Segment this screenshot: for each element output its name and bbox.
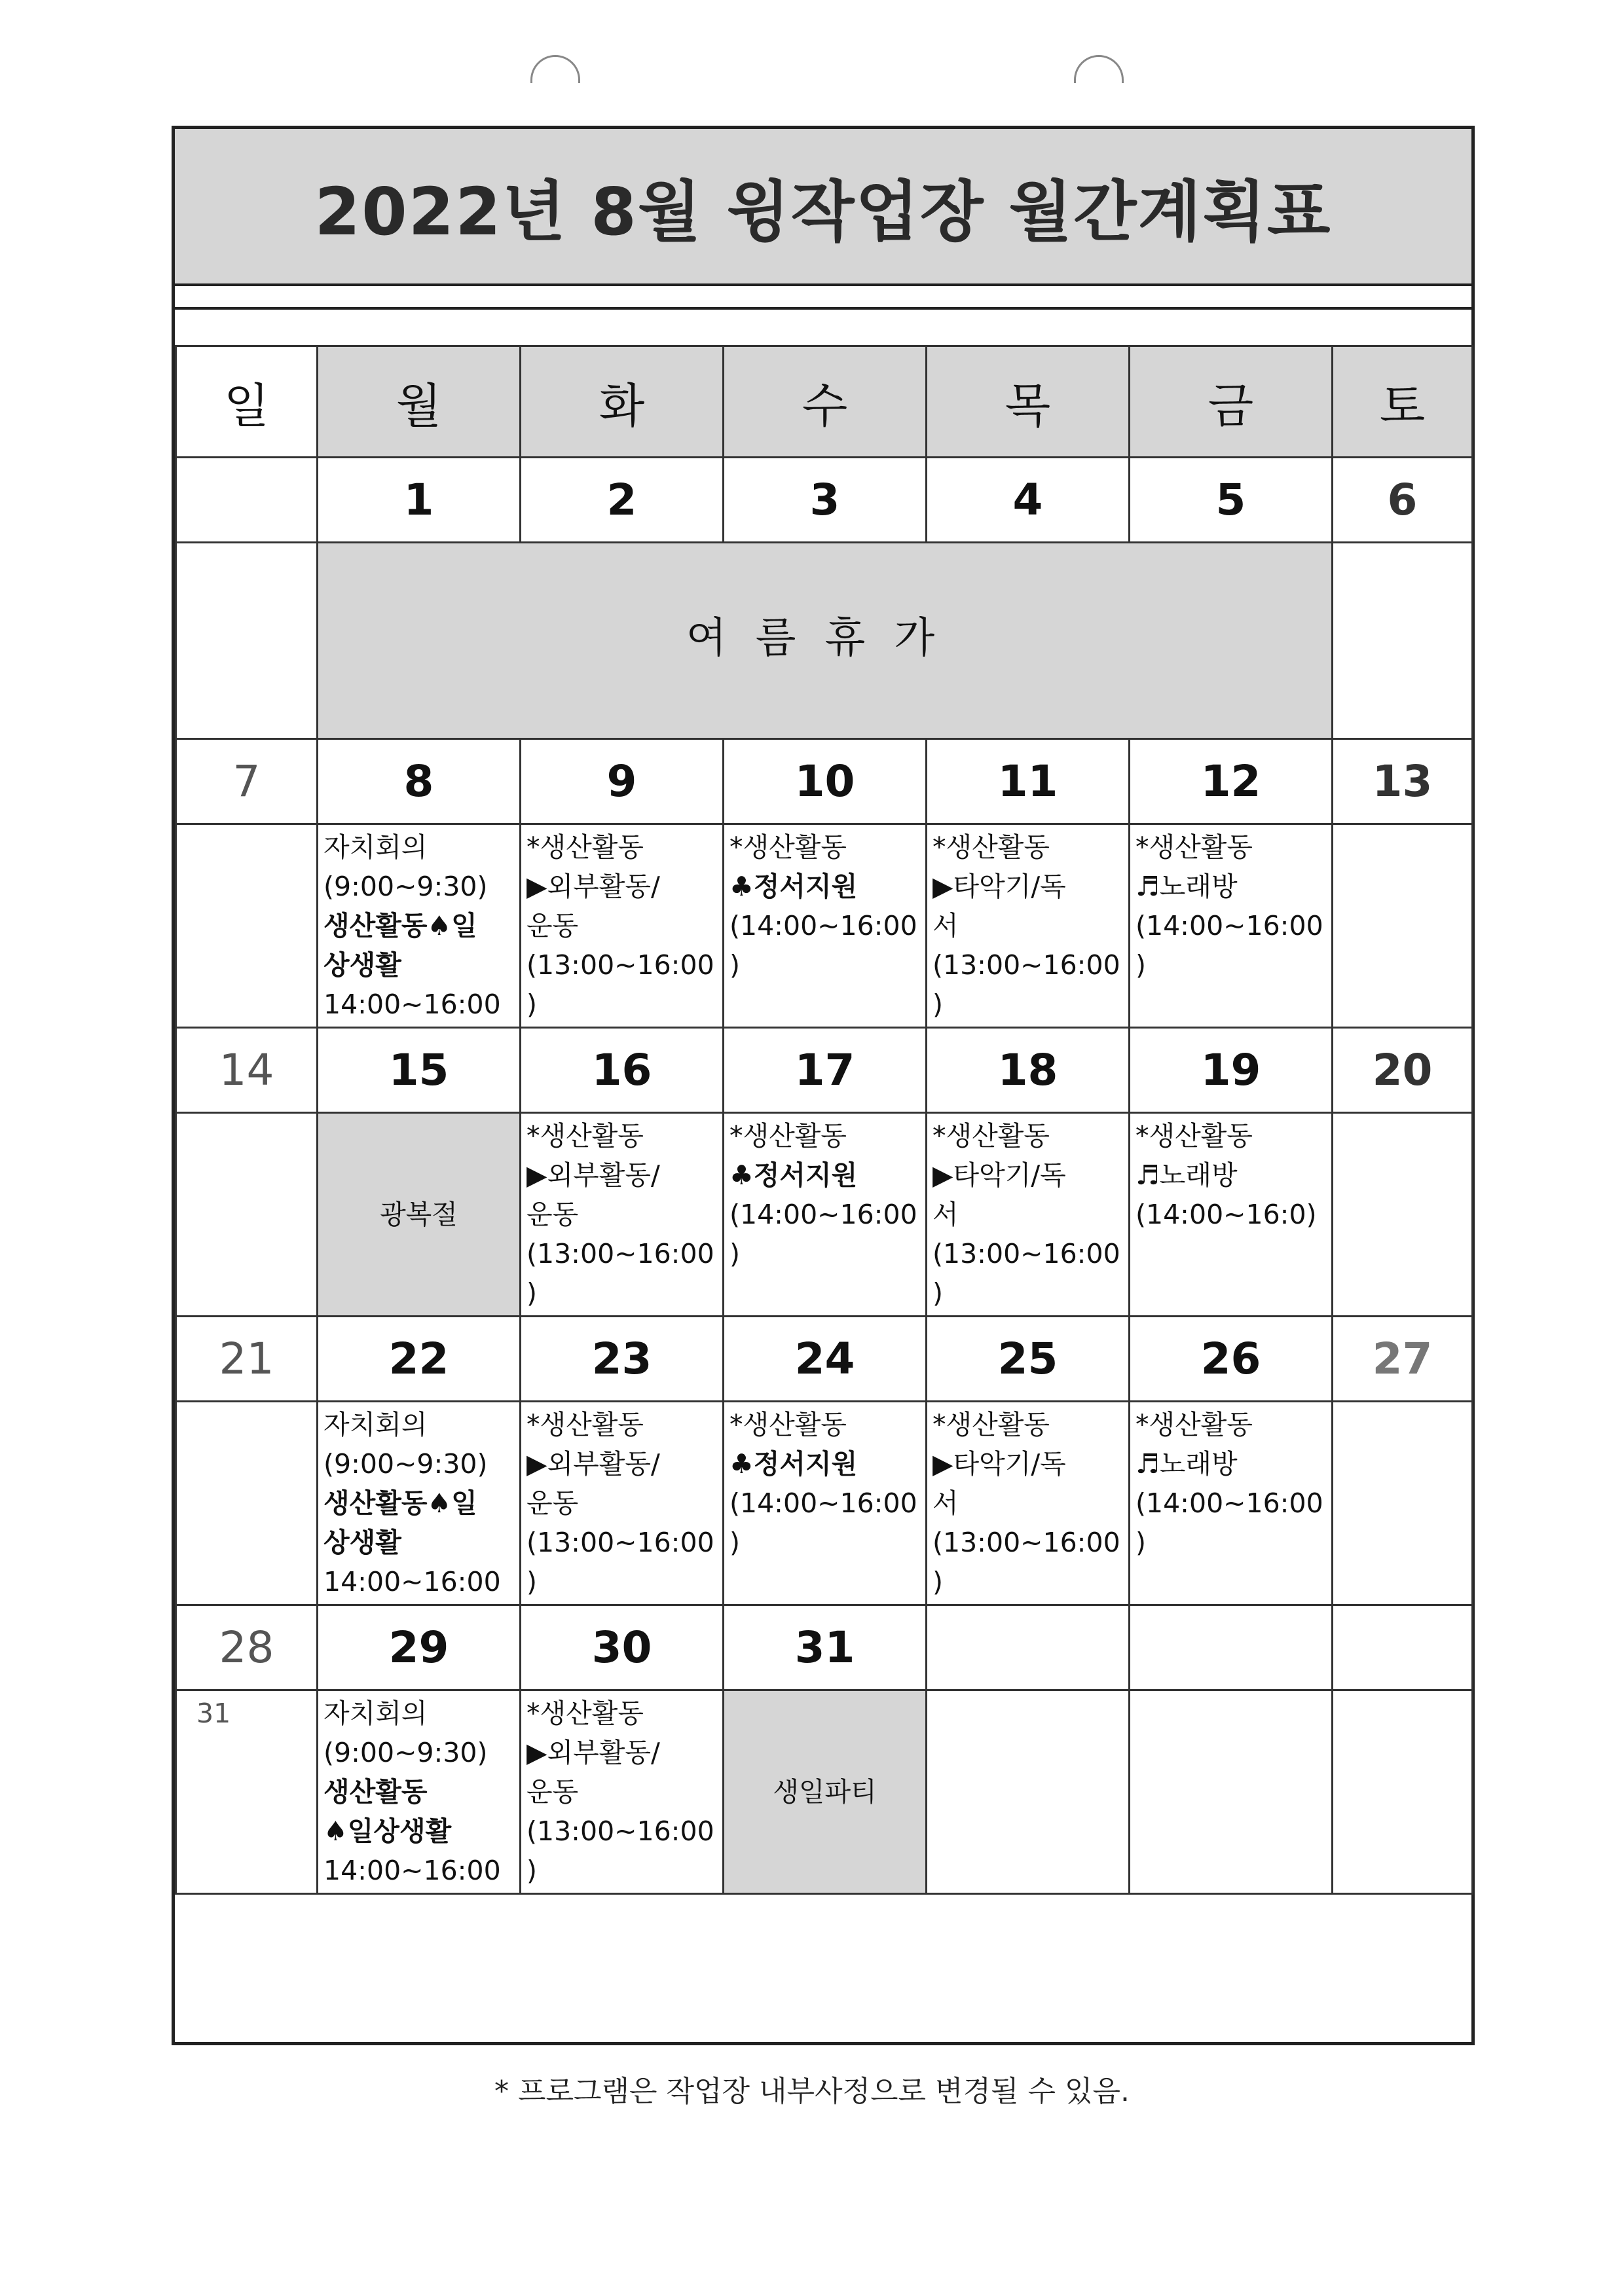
schedule-line: *생산활동	[932, 1409, 1050, 1440]
date-number: 10	[724, 739, 927, 824]
schedule-line: 생산활동♠일	[323, 910, 477, 941]
date-number: 3	[724, 458, 927, 543]
schedule-line: ♣정서지원	[729, 1448, 858, 1480]
schedule-line: (13:00~16:00	[526, 1238, 714, 1269]
schedule-line: *생산활동	[1135, 1409, 1253, 1440]
schedule-line: )	[1135, 949, 1146, 981]
date-number: 4	[927, 458, 1130, 543]
schedule-line: (9:00~9:30)	[323, 1737, 488, 1768]
punch-hole-left	[530, 55, 580, 83]
schedule-line: 14:00~16:00	[323, 989, 501, 1020]
vacation-label: 여름휴가	[686, 614, 964, 663]
schedule-line: )	[932, 1566, 943, 1597]
date-number	[927, 1605, 1130, 1690]
date-number	[176, 458, 318, 543]
schedule-line: 서	[932, 1487, 959, 1519]
date-number: 25	[927, 1317, 1130, 1402]
schedule-line: *생산활동	[729, 831, 847, 863]
schedule-line: 서	[932, 910, 959, 941]
date-number: 8	[318, 739, 521, 824]
day-cell	[927, 1113, 1130, 1317]
schedule-line: (13:00~16:00	[526, 1527, 714, 1558]
day-cell	[1130, 1690, 1333, 1894]
content-row	[176, 1402, 1473, 1605]
schedule-line: *생산활동	[729, 1120, 847, 1152]
date-number	[1333, 1605, 1473, 1690]
schedule-line: )	[932, 1277, 943, 1309]
schedule-line: (14:00~16:00	[729, 910, 917, 941]
day-cell	[176, 1113, 318, 1317]
day-cell	[521, 1690, 724, 1894]
title-bar	[175, 129, 1471, 286]
date-number: 15	[318, 1028, 521, 1113]
day-cell	[1333, 1690, 1473, 1894]
schedule-line: *생산활동	[526, 1120, 644, 1152]
day-cell	[927, 1402, 1130, 1605]
divider	[175, 307, 1471, 310]
schedule-line: 운동	[526, 1776, 579, 1808]
schedule-line: )	[729, 1238, 740, 1269]
day-cell	[318, 1402, 521, 1605]
schedule-line: )	[932, 989, 943, 1020]
schedule-line: )	[729, 949, 740, 981]
schedule-line: ▶외부활동/	[526, 1448, 660, 1480]
date-number: 13	[1333, 739, 1473, 824]
schedule-line: )	[526, 989, 537, 1020]
date-number: 19	[1130, 1028, 1333, 1113]
date-number: 1	[318, 458, 521, 543]
date-number	[1130, 1605, 1333, 1690]
schedule-line: 상생활	[323, 949, 401, 981]
schedule-line: (14:00~16:00	[1135, 910, 1323, 941]
schedule-line: ♠일상생활	[323, 1815, 452, 1847]
schedule-line: ♬노래방	[1135, 1448, 1238, 1480]
weekday-header-row	[176, 346, 1473, 458]
date-number: 9	[521, 739, 724, 824]
calendar-sheet	[172, 126, 1475, 2045]
date-number: 22	[318, 1317, 521, 1402]
date-number: 26	[1130, 1317, 1333, 1402]
holiday-cell: 광복절	[318, 1113, 521, 1317]
schedule-line: )	[729, 1527, 740, 1558]
day-cell	[1333, 824, 1473, 1028]
date-number: 6	[1333, 458, 1473, 543]
weekday-header: 화	[521, 346, 724, 458]
date-row	[176, 1317, 1473, 1402]
schedule-line: (9:00~9:30)	[323, 871, 488, 902]
date-number: 16	[521, 1028, 724, 1113]
schedule-line: 생산활동	[323, 1776, 428, 1808]
vacation-banner	[318, 543, 1333, 739]
schedule-line: 운동	[526, 910, 579, 941]
day-cell	[1130, 824, 1333, 1028]
date-number: 24	[724, 1317, 927, 1402]
schedule-line: (14:00~16:00	[729, 1487, 917, 1519]
date-number: 27	[1333, 1317, 1473, 1402]
date-number: 12	[1130, 739, 1333, 824]
day-cell	[927, 1690, 1130, 1894]
schedule-line: 운동	[526, 1487, 579, 1519]
day-cell	[724, 1113, 927, 1317]
date-number: 18	[927, 1028, 1130, 1113]
schedule-line: 자치회의	[323, 831, 428, 863]
schedule-line: ▶외부활동/	[526, 871, 660, 902]
day-cell	[724, 1402, 927, 1605]
schedule-line: *생산활동	[526, 1409, 644, 1440]
schedule-line: (13:00~16:00	[932, 1527, 1120, 1558]
date-number: 21	[176, 1317, 318, 1402]
birthday-party-cell: 생일파티	[724, 1690, 927, 1894]
schedule-line: ♣정서지원	[729, 871, 858, 902]
weekday-header: 토	[1333, 346, 1473, 458]
punch-hole-right	[1074, 55, 1124, 83]
content-row	[176, 1113, 1473, 1317]
schedule-line: *생산활동	[526, 1698, 644, 1729]
weekday-header: 금	[1130, 346, 1333, 458]
schedule-line: ▶외부활동/	[526, 1159, 660, 1191]
date-number: 7	[176, 739, 318, 824]
weekday-header: 목	[927, 346, 1130, 458]
date-number: 5	[1130, 458, 1333, 543]
date-number: 20	[1333, 1028, 1473, 1113]
content-row	[176, 543, 1473, 739]
schedule-line: (13:00~16:00	[932, 1238, 1120, 1269]
schedule-line: *생산활동	[932, 831, 1050, 863]
schedule-line: 14:00~16:00	[323, 1566, 501, 1597]
schedule-line: (13:00~16:00	[526, 1815, 714, 1847]
monthly-calendar	[175, 345, 1473, 1895]
schedule-line: ▶타악기/독	[932, 1159, 1066, 1191]
schedule-line: 자치회의	[323, 1409, 428, 1440]
schedule-line: *생산활동	[1135, 1120, 1253, 1152]
schedule-line: (14:00~16:00	[729, 1199, 917, 1230]
content-row	[176, 824, 1473, 1028]
date-number: 17	[724, 1028, 927, 1113]
day-cell	[521, 1113, 724, 1317]
weekday-header: 수	[724, 346, 927, 458]
schedule-line: )	[526, 1566, 537, 1597]
day-cell	[176, 824, 318, 1028]
day-cell	[521, 1402, 724, 1605]
schedule-line: ▶타악기/독	[932, 871, 1066, 902]
day-cell	[521, 824, 724, 1028]
day-cell	[176, 1402, 318, 1605]
schedule-line: (9:00~9:30)	[323, 1448, 488, 1480]
schedule-line: ♬노래방	[1135, 871, 1238, 902]
day-cell	[1130, 1113, 1333, 1317]
schedule-line: 자치회의	[323, 1698, 428, 1729]
footnote: * 프로그램은 작업장 내부사정으로 변경될 수 있음.	[494, 2075, 1130, 2108]
schedule-line: 상생활	[323, 1527, 401, 1558]
schedule-line: ▶외부활동/	[526, 1737, 660, 1768]
schedule-line: *생산활동	[1135, 831, 1253, 863]
schedule-line: )	[526, 1855, 537, 1886]
day-cell	[318, 1690, 521, 1894]
date-row	[176, 1605, 1473, 1690]
content-row	[176, 1690, 1473, 1894]
date-number: 30	[521, 1605, 724, 1690]
day-cell	[1333, 1402, 1473, 1605]
date-row	[176, 458, 1473, 543]
day-cell	[318, 824, 521, 1028]
schedule-line: )	[1135, 1527, 1146, 1558]
date-number: 14	[176, 1028, 318, 1113]
weekday-header: 일	[176, 346, 318, 458]
schedule-line: *생산활동	[526, 831, 644, 863]
date-row	[176, 1028, 1473, 1113]
schedule-line: (14:00~16:00	[1135, 1487, 1323, 1519]
schedule-line: 서	[932, 1199, 959, 1230]
date-row	[176, 739, 1473, 824]
schedule-line: 생산활동♠일	[323, 1487, 477, 1519]
schedule-line: 운동	[526, 1199, 579, 1230]
day-cell	[176, 543, 318, 739]
date-number: 31	[724, 1605, 927, 1690]
date-number: 2	[521, 458, 724, 543]
schedule-line: ▶타악기/독	[932, 1448, 1066, 1480]
day-cell	[927, 824, 1130, 1028]
date-number: 23	[521, 1317, 724, 1402]
schedule-line: ♣정서지원	[729, 1159, 858, 1191]
day-cell	[1333, 543, 1473, 739]
schedule-line: )	[526, 1277, 537, 1309]
sunday-extra-date: 31	[176, 1690, 318, 1894]
day-cell	[1333, 1113, 1473, 1317]
date-number: 11	[927, 739, 1130, 824]
weekday-header: 월	[318, 346, 521, 458]
day-cell	[1130, 1402, 1333, 1605]
schedule-line: (14:00~16:0)	[1135, 1199, 1317, 1230]
schedule-line: (13:00~16:00	[932, 949, 1120, 981]
schedule-line: ♬노래방	[1135, 1159, 1238, 1191]
page-title: 2022년 8월 윙작업장 월간계획표	[314, 173, 1332, 250]
date-number: 28	[176, 1605, 318, 1690]
schedule-line: 14:00~16:00	[323, 1855, 501, 1886]
schedule-line: (13:00~16:00	[526, 949, 714, 981]
date-number: 29	[318, 1605, 521, 1690]
schedule-line: *생산활동	[729, 1409, 847, 1440]
day-cell	[724, 824, 927, 1028]
schedule-line: *생산활동	[932, 1120, 1050, 1152]
